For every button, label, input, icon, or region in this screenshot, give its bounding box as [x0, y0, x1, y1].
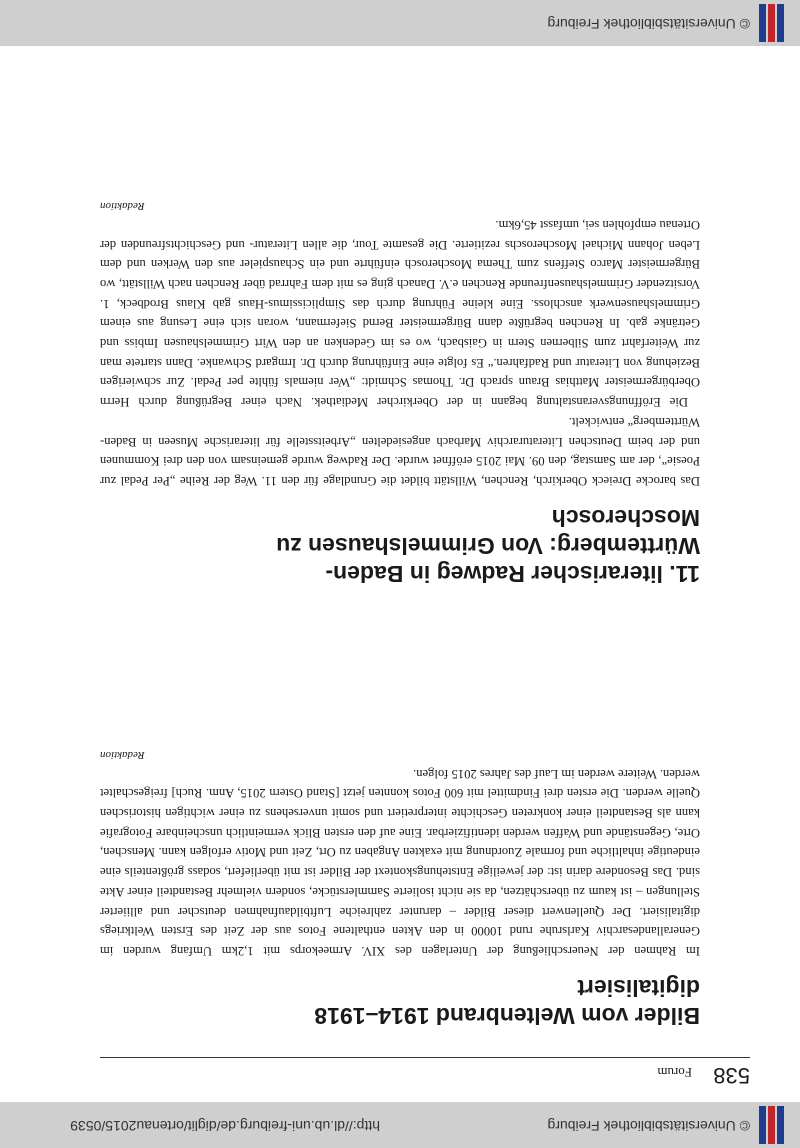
article-byline: Redaktion	[100, 200, 145, 213]
article-paragraph: Die Eröffnungsveranstaltung begann in der Oberkircher Mediathek. Nach einer Begrüßung durch Herrn Oberbürgermeister Matthias Braun sprach Dr. Thomas Schmidt: „Wer niemals fühlte per Pedal. Zur schwierigen Beziehung von Literatur und Radfahren.“ Es folgte eine Einführung durch Dr. Irmgard Schwanke. Dann startete man zur Weiterfahrt zum Silbernen Stern in Gaisbach, wo es im Gedenken an den Wirt Grimmelshausen Imbiss und Getränke gab. In Renchen begrüßte dann Bürgermeister Bernd Siefermann, woran sich eine Lesung aus einem Grimmelshausenwerk anschloss. Eine kleine Führung durch das Simplicissimus-Haus gab Klaus Brodbeck, 1. Vorsitzender Grimmelshausenfreunde Renchen e.V. Danach ging es mit dem Fahrrad über Renchen nach Willstätt, wo Bürgermeister Marco Steffens zum Thema Moscherosch einführte und ein Schauspieler aus den Werken und dem Leben Johann Michael Moscheroschs rezitierte. Die gesamte Tour, die allen Literatur- und Geschichtsfreunden der Ortenau empfohlen sei, umfasst 45,6km.	[100, 217, 700, 410]
article-title: Bilder vom Weltenbrand 1914–1918 digitalisiert	[314, 975, 700, 1029]
top-info-bar	[0, 1102, 800, 1148]
running-head	[100, 1057, 750, 1088]
bottom-info-bar	[0, 0, 800, 46]
article-paragraph: Im Rahmen der Neuerschließung der Unterlagen des XIV. Armeekorps mit 1,2km Umfang wurden im Generallandesarchiv Karlsruhe rund 10000 in den Akten enthaltene Fotos aus der Zeit des Ersten Weltkriegs digitalisiert. Der Quellenwert dieser Bilder – darunter zahlreiche Luftbildaufnahmen deutscher und alliierter Stellungen – ist kaum zu überschätzen, da sie nicht isolierte Sammlerstücke, sondern vielmehr Bestandteil einer Akte sind. Das Besondere darin ist: der jeweilige Entstehungskontext der Bilder ist mit überliefert, sodass größtenteils eine eindeutige inhaltliche und formale Zuordnung mit exakten Angaben zu Ort, Zeit und Motiv erfolgen kann. Menschen, Orte, Gegenstände und Waffen werden identifizierbar. Eine auf den ersten Blick vermeintlich unscheinbare Fotografie kann als Bestandteil einer konkreten Geschichte interpretiert und somit unversehens zu einer wichtigen historischen Quelle werden. Die ersten drei Findmittel mit 600 Fotos konnten jetzt [Stand Ostern 2015, Anm. Ruch] freigeschaltet werden. Weitere werden im Lauf des Jahres 2015 folgen.	[100, 766, 700, 958]
article-title: 11. literarischer Radweg in Baden-Württemberg: Von Grimmelshausen zu Moscherosch	[276, 505, 700, 587]
article-weltenbrand	[100, 749, 700, 1030]
article-paragraph: Das barocke Dreieck Oberkirch, Renchen, Willstätt bildet die Grundlage für den 11. Weg der Reihe „Per Pedal zur Poesie“, der am Samstag, den 09. Mai 2015 eröffnet wurde. Der Radweg wurde gemeinsam von den drei Kommunen und der beim Deutschen Literaturarchiv Marbach angesiedelten „Arbeitsstelle für literarische Museen in Baden-Württemberg“ entwickelt.	[100, 414, 700, 488]
ub-freiburg-logo-icon	[754, 1106, 790, 1144]
copyright-text: © Universitätsbibliothek Freiburg	[547, 16, 750, 32]
page-number: 538	[713, 1063, 750, 1088]
ub-freiburg-logo-icon	[754, 4, 790, 42]
section-name: Forum	[657, 1065, 692, 1080]
source-url-link[interactable]: http://dl.ub.uni-freiburg.de/diglit/ortenau2015/0539	[70, 1118, 380, 1134]
article-literarischer-radweg	[100, 200, 700, 588]
copyright-text: © Universitätsbibliothek Freiburg	[547, 1118, 750, 1134]
article-byline: Redaktion	[100, 748, 145, 761]
